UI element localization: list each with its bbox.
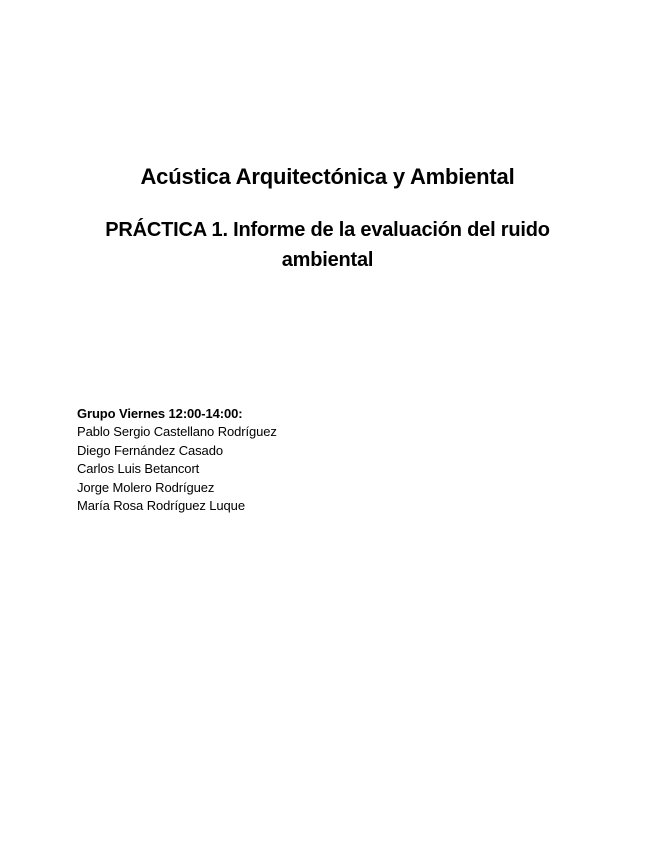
document-title: Acústica Arquitectónica y Ambiental <box>140 164 515 189</box>
member-name: Jorge Molero Rodríguez <box>77 479 215 495</box>
member-name: Carlos Luis Betancort <box>77 461 200 476</box>
member-name: Pablo Sergio Castellano Rodríguez <box>77 424 277 439</box>
member-name: Diego Fernández Casado <box>77 442 223 458</box>
document-subtitle: PRÁCTICA 1. Informe de la evaluación del ruido ambiental <box>105 219 550 271</box>
group-heading: Grupo Viernes 12:00-14:00: <box>77 406 243 421</box>
member-name: María Rosa Rodríguez Luque <box>77 498 245 513</box>
group-members-block <box>77 404 477 516</box>
